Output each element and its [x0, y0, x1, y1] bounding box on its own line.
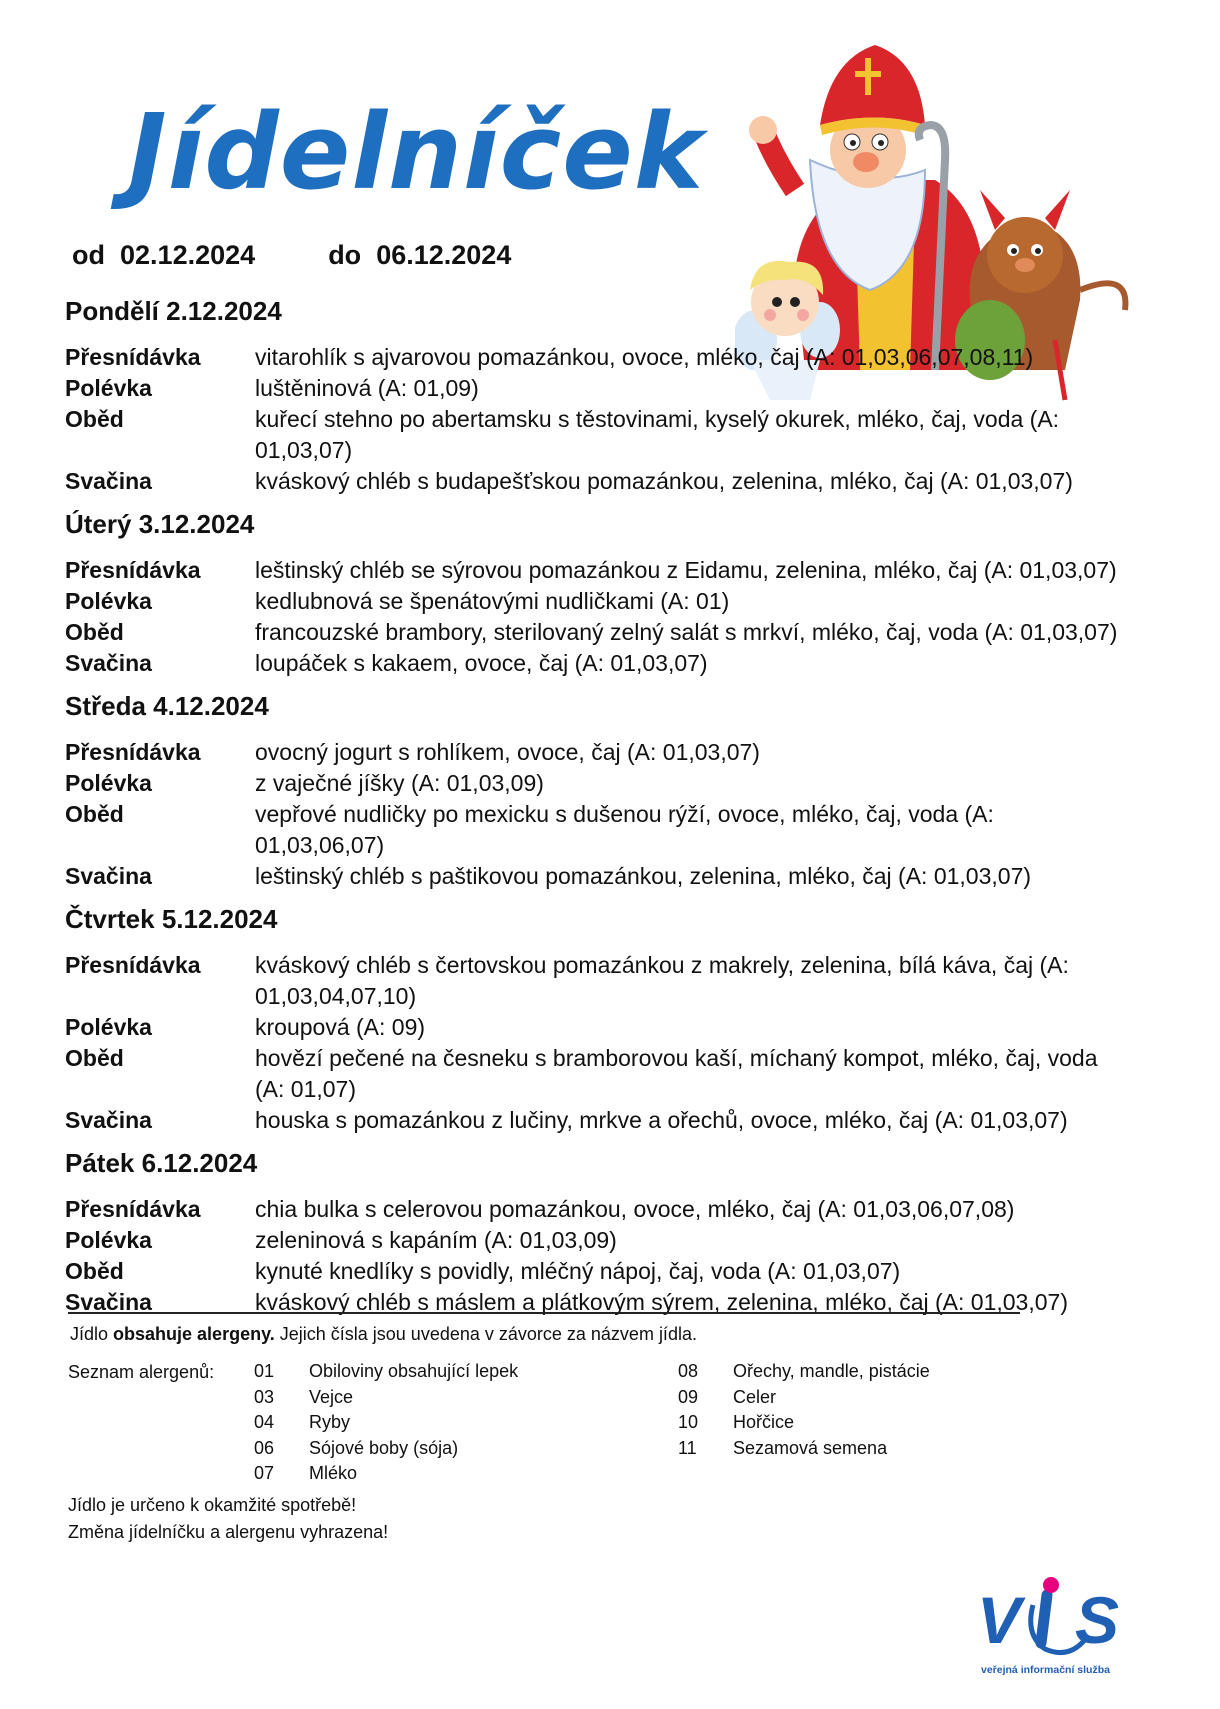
- meal-row: [65, 1105, 1205, 1136]
- meal-row: [65, 950, 1205, 1012]
- to-label: do: [328, 240, 362, 270]
- meal-text: [255, 1105, 1205, 1136]
- allergen-code: 08: [678, 1361, 699, 1381]
- meal-label: Přesnídávka: [65, 557, 201, 583]
- meal-line: kváskový chléb s čertovskou pomazánkou z makrely, zelenina, bílá káva, čaj (A:: [255, 952, 1069, 978]
- allergen-name: Obiloviny obsahující lepek: [309, 1361, 519, 1381]
- meal-text: [255, 404, 1205, 466]
- allergen-item: [254, 1436, 518, 1462]
- consumption-warning: Jídlo je určeno k okamžité spotřebě!: [68, 1495, 357, 1515]
- meal-row: [65, 466, 1205, 497]
- meal-text: [255, 617, 1205, 648]
- allergen-item: [254, 1385, 518, 1411]
- logo-tagline: veřejná informační služba: [981, 1664, 1110, 1676]
- meal-label: Přesnídávka: [65, 952, 201, 978]
- allergen-item: [678, 1359, 930, 1385]
- meal-line: kváskový chléb s máslem a plátkovým sýrem, zelenina, mléko, čaj (A: 01,03,07): [255, 1289, 1068, 1315]
- allergen-name: Sójové boby (sója): [309, 1437, 459, 1458]
- meal-row: [65, 373, 1205, 404]
- meal-line: houska s pomazánkou z lučiny, mrkve a ořechů, ovoce, mléko, čaj (A: 01,03,07): [255, 1107, 1068, 1133]
- meal-text: [255, 342, 1205, 373]
- change-warning: Změna jídelníčku a alergenu vyhrazena!: [68, 1522, 389, 1542]
- allergen-item: [678, 1385, 930, 1411]
- meal-row: [65, 555, 1205, 586]
- allergen-item: [254, 1461, 518, 1487]
- meal-row: [65, 1043, 1205, 1105]
- meal-text: [255, 373, 1205, 404]
- allergen-code: 04: [254, 1412, 275, 1432]
- meal-line: loupáček s kakaem, ovoce, čaj (A: 01,03,07): [255, 650, 708, 676]
- meal-row: [65, 737, 1205, 768]
- allergen-list-title: Seznam alergenů:: [68, 1362, 215, 1382]
- allergen-code: 09: [678, 1386, 699, 1407]
- meal-label: Polévka: [65, 1227, 152, 1253]
- allergen-code: 11: [678, 1437, 697, 1458]
- meal-line: leštinský chléb s paštikovou pomazánkou, zelenina, mléko, čaj (A: 01,03,07): [255, 863, 1032, 889]
- note-pre: Jídlo: [70, 1324, 114, 1344]
- day-monday: [65, 296, 1205, 497]
- day-tuesday: [65, 509, 1205, 679]
- meal-line: 01,03,07): [255, 437, 353, 463]
- allergen-name: Hořčice: [733, 1412, 795, 1432]
- meal-text: [255, 1194, 1205, 1225]
- meal-text: [255, 466, 1205, 497]
- meal-label: Přesnídávka: [65, 344, 201, 370]
- meal-label: Oběd: [65, 801, 124, 827]
- menu: [65, 296, 1205, 1330]
- svg-text:S: S: [1075, 1583, 1120, 1657]
- meal-text: [255, 1256, 1205, 1287]
- allergen-name: Celer: [733, 1386, 777, 1407]
- allergen-name: Ořechy, mandle, pistácie: [733, 1361, 930, 1381]
- meal-row: [65, 648, 1205, 679]
- meal-line: kroupová (A: 09): [255, 1014, 426, 1040]
- meal-label: Oběd: [65, 1258, 124, 1284]
- meal-row: [65, 586, 1205, 617]
- svg-text:V: V: [977, 1583, 1022, 1657]
- meal-label: Polévka: [65, 588, 152, 614]
- meal-line: 01,03,04,07,10): [255, 983, 417, 1009]
- meal-line: kynuté knedlíky s povidly, mléčný nápoj, čaj, voda (A: 01,03,07): [255, 1258, 901, 1284]
- meal-row: [65, 1256, 1205, 1287]
- meal-line: vepřové nudličky po mexicku s dušenou rýží, ovoce, mléko, čaj, voda (A:: [255, 801, 994, 827]
- day-friday: [65, 1148, 1205, 1318]
- meal-label: Oběd: [65, 1045, 124, 1071]
- meal-line: kedlubnová se špenátovými nudličkami (A: 01): [255, 588, 730, 614]
- day-title: Pátek 6.12.2024: [65, 1148, 258, 1178]
- divider: [68, 1312, 1020, 1314]
- allergen-name: Mléko: [309, 1463, 358, 1483]
- note-bold: obsahuje alergeny.: [113, 1324, 275, 1344]
- meal-text: [255, 768, 1205, 799]
- meal-label: Polévka: [65, 770, 152, 796]
- meal-text: [255, 555, 1205, 586]
- day-title: Úterý 3.12.2024: [65, 509, 255, 539]
- meal-label: Svačina: [65, 1289, 152, 1315]
- allergen-item: [678, 1410, 930, 1436]
- meal-row: [65, 1225, 1205, 1256]
- meal-line: z vaječné jíšky (A: 01,03,09): [255, 770, 544, 796]
- meal-text: [255, 799, 1205, 861]
- allergen-code: 01: [254, 1361, 275, 1381]
- note-post: Jejich čísla jsou uvedena v závorce za názvem jídla.: [274, 1324, 697, 1344]
- meal-label: Přesnídávka: [65, 1196, 201, 1222]
- meal-text: [255, 586, 1205, 617]
- allergen-code: 03: [254, 1386, 275, 1407]
- allergen-item: [678, 1436, 930, 1462]
- allergen-code: 10: [678, 1412, 699, 1432]
- allergen-name: Ryby: [309, 1412, 351, 1432]
- meal-row: [65, 1012, 1205, 1043]
- meal-text: [255, 737, 1205, 768]
- allergen-note: [70, 1323, 697, 1345]
- meal-text: [255, 648, 1205, 679]
- meal-row: [65, 799, 1205, 861]
- meal-line: (A: 01,07): [255, 1076, 356, 1102]
- meal-text: [255, 950, 1205, 1012]
- meal-row: [65, 617, 1205, 648]
- meal-line: hovězí pečené na česneku s bramborovou kaší, míchaný kompot, mléko, čaj, voda: [255, 1045, 1098, 1071]
- meal-text: [255, 1012, 1205, 1043]
- meal-label: Svačina: [65, 1107, 152, 1133]
- meal-label: Oběd: [65, 619, 124, 645]
- allergen-list-left: [254, 1359, 518, 1487]
- from-date: 02.12.2024: [120, 240, 256, 270]
- allergen-item: [254, 1359, 518, 1385]
- meal-line: 01,03,06,07): [255, 832, 385, 858]
- meal-row: [65, 1194, 1205, 1225]
- meal-label: Svačina: [65, 468, 152, 494]
- allergen-name: Sezamová semena: [733, 1437, 888, 1458]
- meal-line: kuřecí stehno po abertamsku s těstovinami, kyselý okurek, mléko, čaj, voda (A:: [255, 406, 1060, 432]
- meal-label: Přesnídávka: [65, 739, 201, 765]
- meal-line: francouzské brambory, sterilovaný zelný salát s mrkví, mléko, čaj, voda (A: 01,03,07): [255, 619, 1118, 645]
- meal-row: [65, 768, 1205, 799]
- vis-logo: [975, 1565, 1155, 1685]
- meal-text: [255, 1225, 1205, 1256]
- meal-row: [65, 404, 1205, 466]
- meal-label: Polévka: [65, 375, 152, 401]
- day-title: Pondělí 2.12.2024: [65, 296, 282, 326]
- day-thursday: [65, 904, 1205, 1136]
- meal-line: luštěninová (A: 01,09): [255, 375, 479, 401]
- meal-row: [65, 342, 1205, 373]
- meal-text: [255, 1043, 1205, 1105]
- date-range: [72, 240, 511, 271]
- day-wednesday: [65, 691, 1205, 892]
- meal-label: Polévka: [65, 1014, 152, 1040]
- meal-line: kváskový chléb s budapešťskou pomazánkou, zelenina, mléko, čaj (A: 01,03,07): [255, 468, 1073, 494]
- page-title: Jídelníček: [128, 91, 705, 213]
- meal-label: Svačina: [65, 650, 152, 676]
- meal-label: Oběd: [65, 406, 124, 432]
- meal-line: vitarohlík s ajvarovou pomazánkou, ovoce, mléko, čaj (A: 01,03,06,07,08,11): [255, 344, 1034, 370]
- allergen-name: Vejce: [309, 1386, 354, 1407]
- allergen-item: [254, 1410, 518, 1436]
- meal-line: ovocný jogurt s rohlíkem, ovoce, čaj (A: 01,03,07): [255, 739, 760, 765]
- meal-row: [65, 861, 1205, 892]
- from-label: od: [72, 240, 105, 270]
- day-title: Čtvrtek 5.12.2024: [65, 904, 278, 934]
- meal-line: chia bulka s celerovou pomazánkou, ovoce, mléko, čaj (A: 01,03,06,07,08): [255, 1196, 1015, 1222]
- to-date: 06.12.2024: [376, 240, 512, 270]
- allergen-list-right: [678, 1359, 930, 1461]
- day-title: Středa 4.12.2024: [65, 691, 269, 721]
- allergen-code: 07: [254, 1463, 275, 1483]
- meal-text: [255, 861, 1205, 892]
- meal-line: zeleninová s kapáním (A: 01,03,09): [255, 1227, 617, 1253]
- meal-label: Svačina: [65, 863, 152, 889]
- allergen-code: 06: [254, 1437, 275, 1458]
- meal-line: leštinský chléb se sýrovou pomazánkou z Eidamu, zelenina, mléko, čaj (A: 01,03,07): [255, 557, 1117, 583]
